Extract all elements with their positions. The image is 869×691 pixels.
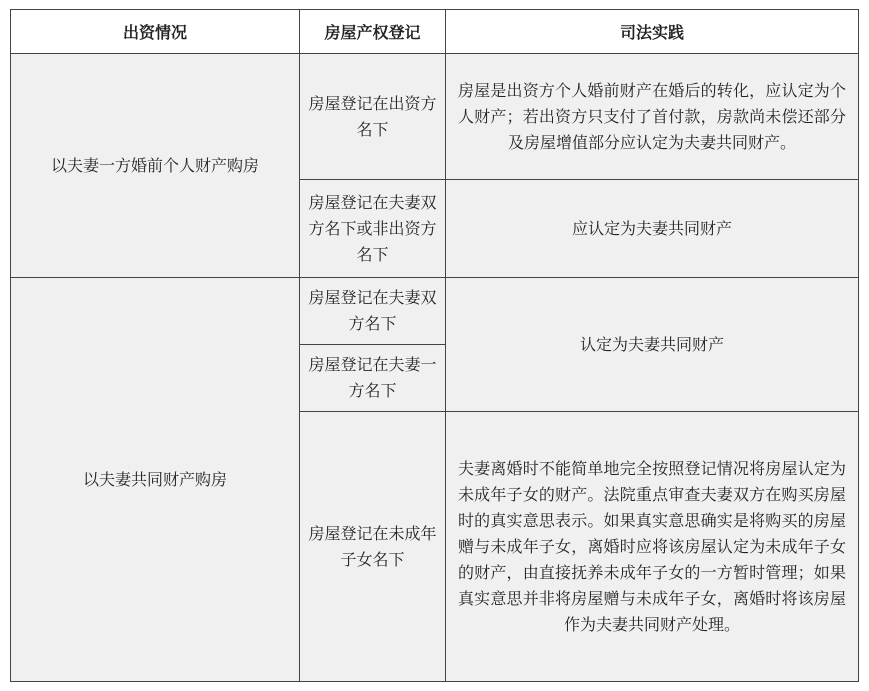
registration-cell xyxy=(300,412,446,682)
funding-text: 以夫妻共同财产购房 xyxy=(82,469,227,489)
header-practice: 司法实践 xyxy=(446,10,859,54)
practice-text: 房屋是出资方个人婚前财产在婚后的转化，应认定为个人财产；若出资方只支付了首付款，房款尚未偿还部分及房屋增值部分应认定为夫妻共同财产。 xyxy=(458,80,846,152)
table-row xyxy=(11,54,859,180)
header-row xyxy=(11,10,859,54)
funding-cell xyxy=(11,54,300,278)
practice-text: 认定为夫妻共同财产 xyxy=(579,334,724,354)
registration-cell xyxy=(300,278,446,345)
practice-cell xyxy=(446,54,859,180)
table-row xyxy=(11,278,859,345)
registration-cell xyxy=(300,54,446,180)
registration-text: 房屋登记在出资方名下 xyxy=(308,93,437,139)
practice-cell xyxy=(446,180,859,278)
practice-cell xyxy=(446,278,859,412)
registration-text: 房屋登记在夫妻双方名下 xyxy=(308,288,437,333)
practice-text: 应认定为夫妻共同财产 xyxy=(571,218,732,238)
property-table xyxy=(10,9,859,682)
registration-text: 房屋登记在夫妻一方名下 xyxy=(308,355,437,400)
funding-cell xyxy=(11,278,300,682)
registration-cell xyxy=(300,180,446,278)
funding-text: 以夫妻一方婚前个人财产购房 xyxy=(50,155,259,175)
header-registration: 房屋产权登记 xyxy=(300,10,446,54)
practice-text: 夫妻离婚时不能简单地完全按照登记情况将房屋认定为未成年子女的财产。法院重点审查夫妻双方在购买房屋时的真实意思表示。如果真实意思确实是将购买的房屋赠与未成年子女，离婚时应将该房屋认定为未成年子女的财产，由直接抚养未成年子女的一方暂时管理；如果真实意思并非将房屋赠与未成年子女，离婚时将该房屋作为夫妻共同财产处理。 xyxy=(458,458,846,634)
registration-text: 房屋登记在夫妻双方名下或非出资方名下 xyxy=(308,192,437,264)
registration-cell xyxy=(300,345,446,412)
header-funding: 出资情况 xyxy=(11,10,300,54)
registration-text: 房屋登记在未成年子女名下 xyxy=(308,523,437,569)
practice-cell xyxy=(446,412,859,682)
